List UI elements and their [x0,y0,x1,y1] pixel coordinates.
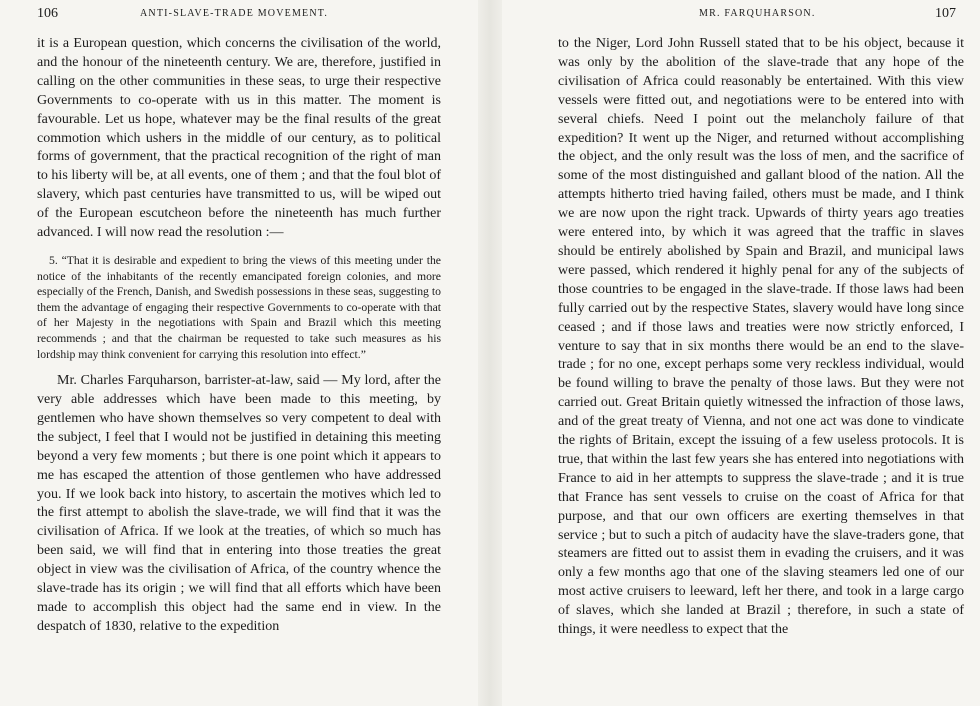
speech-paragraph: Mr. Charles Farquharson, barrister-at-law, said — My lord, after the very able addresses which have been made to this meeting, by gentlemen who have shown themselves so very competent to deal with the subject, I feel that I would not be justified in detaining this meeting beyond a very few moments ; but there is one point which it appears to me has escaped the attention of those gentlemen who have addressed you. If we look back into history, to ascertain the motives which led to the first attempt to abolish the slave-trade, we will find that it was the civilisation of Africa. If we look at the treaties, of which so much has been said, we will find that in entering into those treaties the great object in view was the civilisation of Africa, of the country whence the slave-trade has its origin ; we will find that all efforts which have been made to accomplish this object had the same end in view. In the despatch of 1830, relative to the expedition [37,373,441,634]
opening-paragraph: it is a European question, which concerns the civilisation of the world, and the honour of the nineteenth century. We are, therefore, justified in calling on the other communities in these seas, to urge their respective Governments to co-operate with us in this matter. The moment is favourable. Let us hope, whatever may be the final results of the great commotion which ushers in the middle of our century, as to political forms of government, that the practical recognition of the right of man to his liberty will be, at all events, one of them ; and that the foul blot of slavery, which past centuries have transmitted to us, will be wiped out of the European escutcheon before the nineteenth has much further advanced. I will now read the resolution :— [37,36,441,241]
right-text-column [558,35,964,640]
left-text-column [37,35,441,637]
book-gutter [478,0,502,706]
right-page-header [502,6,980,24]
left-page-header [0,6,478,24]
resolution-quote: 5. “That it is desirable and expedient to bring the views of this meeting under the notice of the inhabitants of the recently emancipated foreign colonies, and more especially of the French, Danish, and Swedish possessions in these seas, suggesting to them the advantage of engaging their respective Governments to co-operate with that of her Majesty in the negotiations with Spain and Brazil which this meeting recommends ; and that the chairman be requested to take such measures as his lordship may think convenient for carrying this resolution into effect.” [37,253,441,361]
left-page [0,0,478,706]
left-page-number: 106 [37,6,58,21]
left-running-head: ANTI-SLAVE-TRADE MOVEMENT. [140,8,329,19]
right-page [502,0,980,706]
right-page-number: 107 [935,6,956,21]
right-running-head: MR. FARQUHARSON. [699,8,816,19]
right-body-text: to the Niger, Lord John Russell stated that to be his object, because it was only by the abolition of the slave-trade that any hope of the civilisation of Africa could reasonably be entertained. With this view vessels were fitted out, and negotiations were to be entered into with several chiefs. Need I point out the melancholy failure of that expedition? It went up the Niger, and returned without accomplishing the object, and the only result was the loss of men, and the sacrifice of some of the most distinguished and gallant blood of the nation. All the attempts hitherto tried having failed, others must be made, and I think we are now upon the right track. Upwards of thirty years ago treaties were entered into, by which it was agreed that the traffic in slaves should be entirely abolished by Spain and Brazil, and municipal laws were passed, which rendered it highly penal for any of the subjects of those countries to be engaged in the slave-trade. If those laws had been fully carried out by the respective States, slavery would have long since ceased ; and if those laws and treaties were now strictly enforced, I venture to say that in six months there would be an end to the slave-trade ; for no one, except perhaps some very reckless individual, would be found willing to brave the penalty of those laws. But they were not carried out. Great Britain quietly witnessed the infraction of those laws, and of the great treaty of Vienna, and not one act was done to vindicate the rights of Britain, except the issuing of a few useless protocols. It is true, that within the last few years she has entered into negotiations with France to aid in her attempts to suppress the slave-trade ; and it is true that France has sent vessels to cruise on the coast of Africa for that purpose, and that our own officers are exerting themselves in that service ; but to such a pitch of audacity have the slave-traders gone, that steamers are fitted out to assist them in evading the cruisers, and it was only a few months ago that one of the slaving steamers led one of our most active cruisers to leeward, left her there, and took in a large cargo of slaves, which she landed at Brazil ; therefore, in such a state of things, it were needless to expect that the [558,36,964,638]
